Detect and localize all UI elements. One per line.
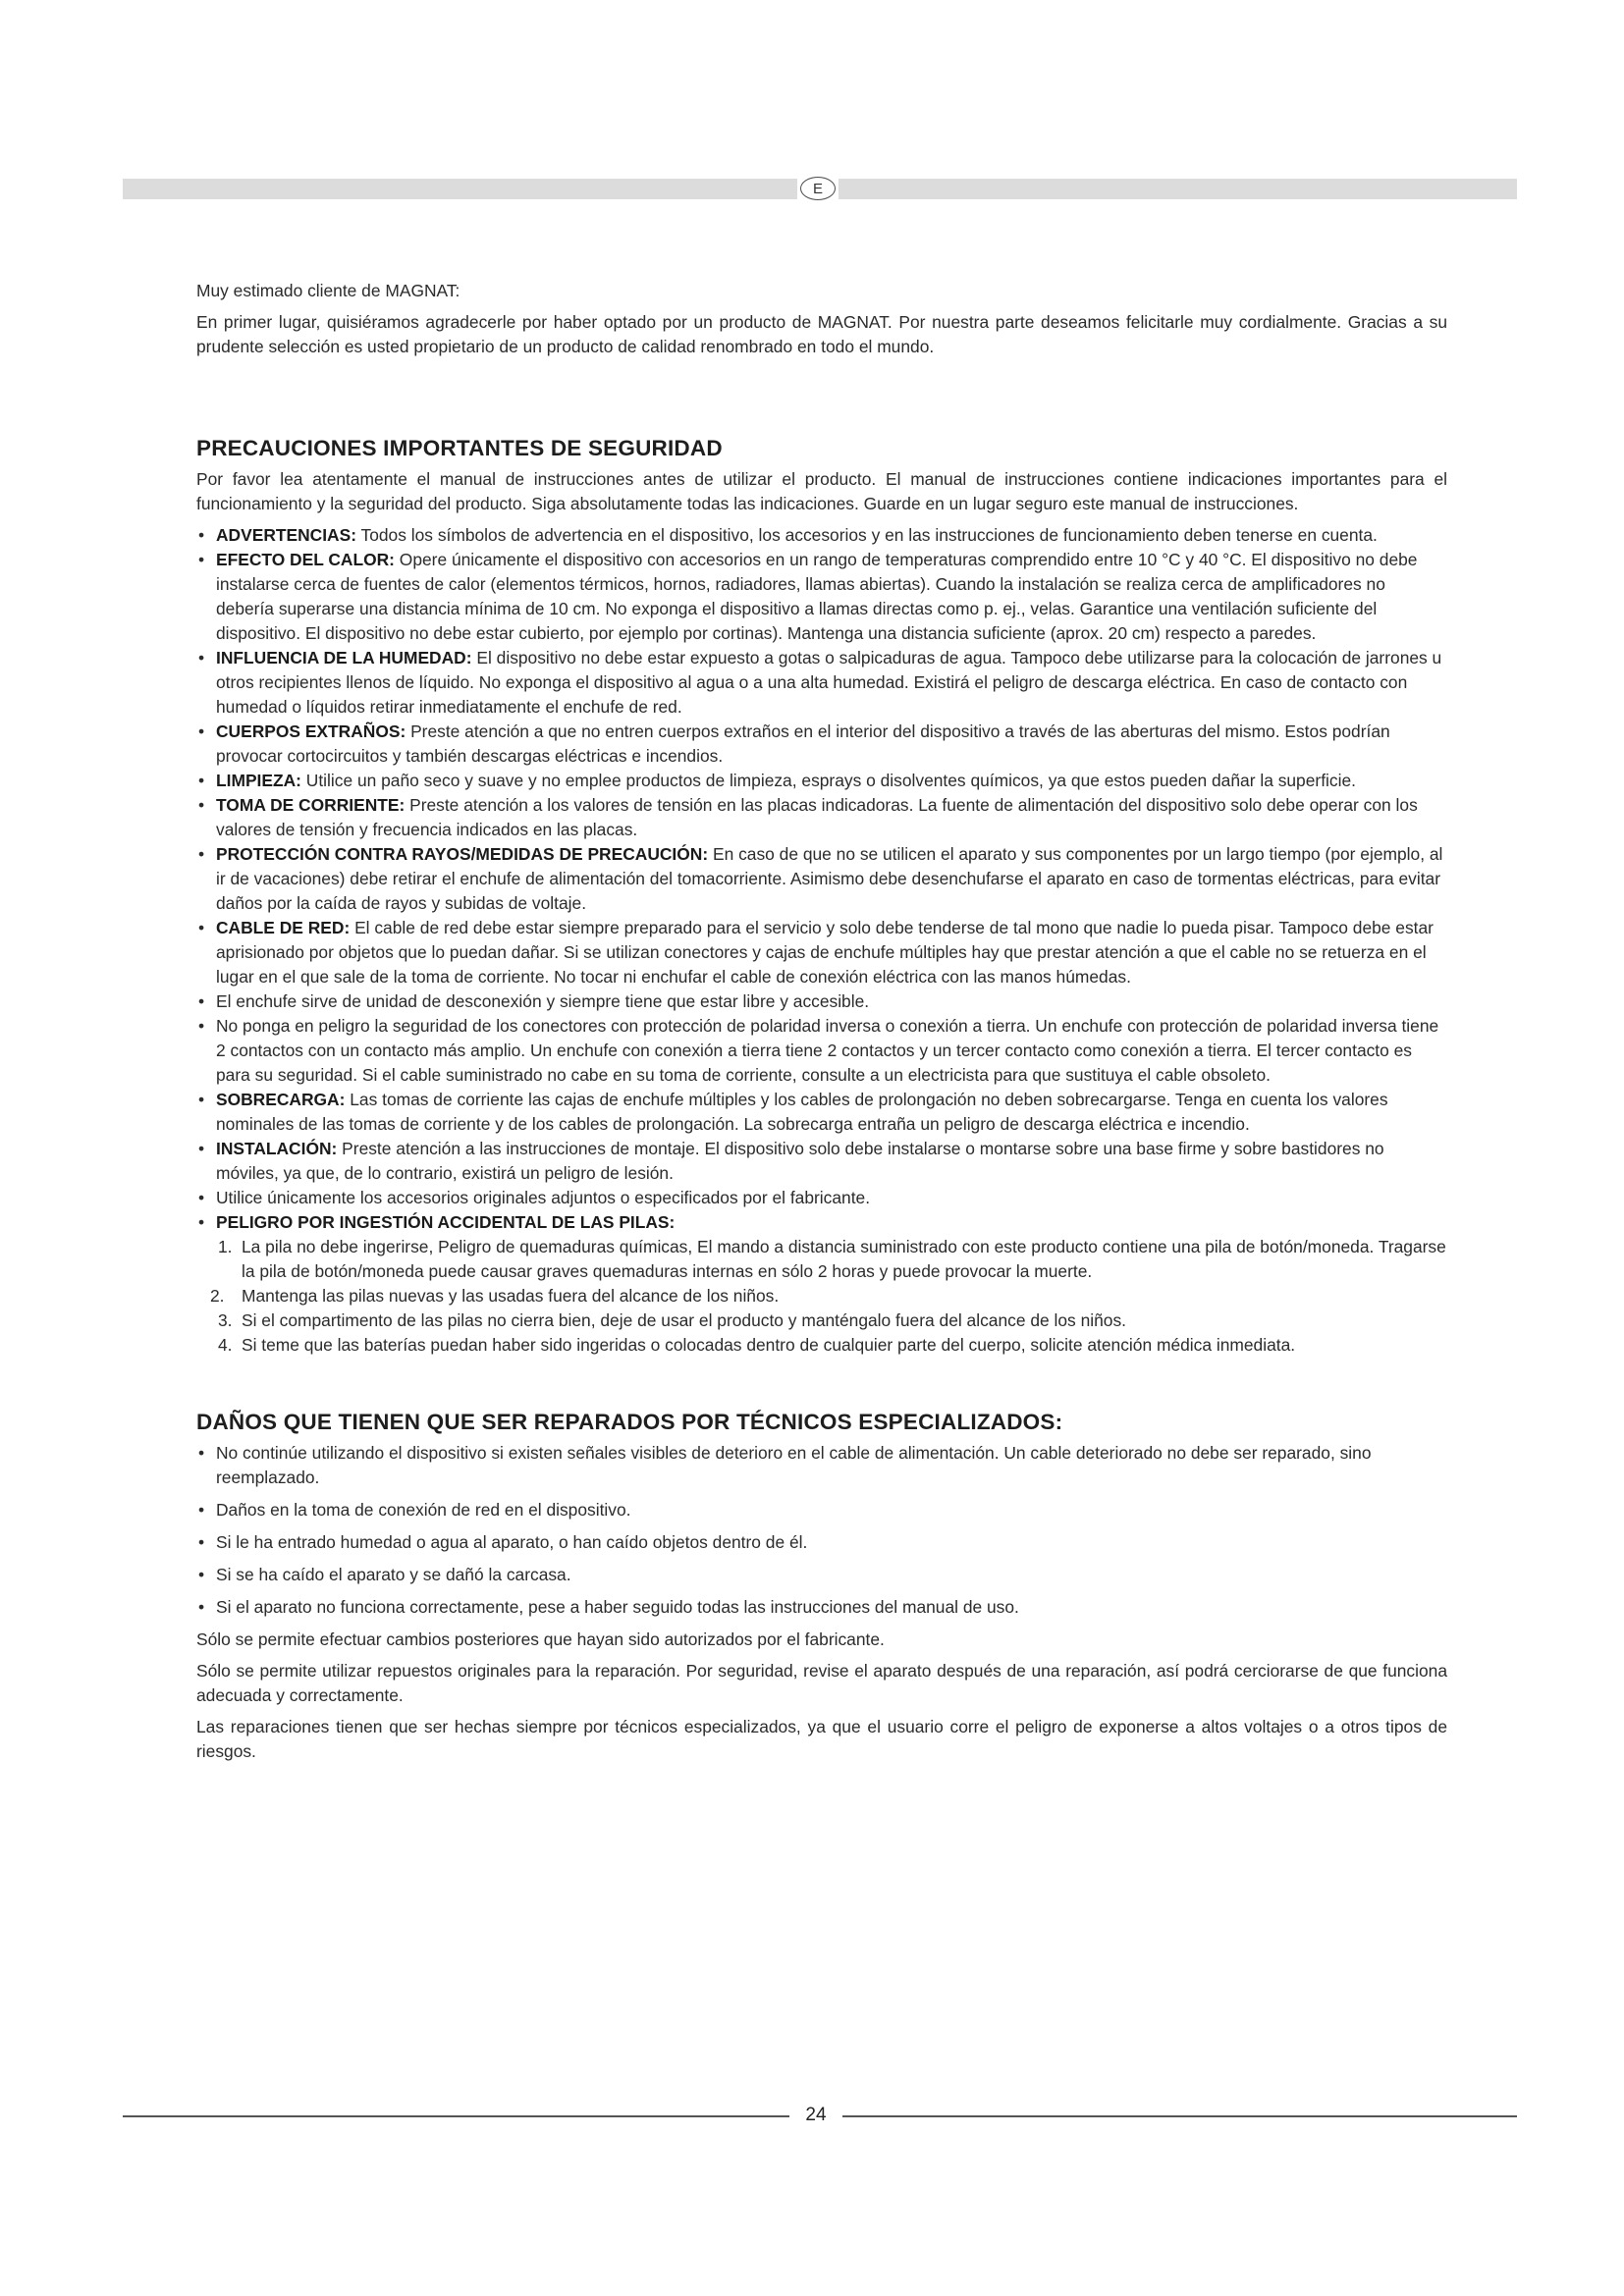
safety-item-label: CABLE DE RED:: [216, 918, 351, 937]
footer-rule-right: [842, 2115, 1517, 2117]
safety-item-text: Utilice únicamente los accesorios originales adjuntos o especificados por el fabricante.: [216, 1188, 871, 1207]
safety-item: [196, 842, 1447, 916]
safety-item: [196, 769, 1447, 793]
safety-intro: Por favor lea atentamente el manual de instrucciones antes de utilizar el producto. El manual de instrucciones contiene indicaciones importantes para el funcionamiento y la seguridad del producto. Siga absolutamente todas las indicaciones. Guarde en un lugar seguro este manual de instrucciones.: [196, 469, 1447, 513]
safety-item-text: Todos los símbolos de advertencia en el dispositivo, los accesorios y en las instrucciones de funcionamiento deben tenerse en cuenta.: [356, 525, 1378, 545]
damage-list: [196, 1441, 1447, 1620]
page-content: [196, 279, 1447, 1771]
safety-item-label: TOMA DE CORRIENTE:: [216, 795, 406, 815]
damage-item: • Si le ha entrado humedad o agua al aparato, o han caído objetos dentro de él.: [196, 1530, 1447, 1555]
safety-item: [196, 989, 1447, 1014]
page-number: 24: [805, 2105, 827, 2125]
damage-item: • Si el aparato no funciona correctamente, pese a haber seguido todas las instrucciones del manual de uso.: [196, 1595, 1447, 1620]
damage-item: • Daños en la toma de conexión de red en el dispositivo.: [196, 1498, 1447, 1522]
battery-item-number: 1.: [218, 1237, 233, 1256]
battery-item-text: La pila no debe ingerirse, Peligro de quemaduras químicas, El mando a distancia suministrado con este producto contiene una pila de botón/moneda. Tragarse la pila de botón/moneda puede causar graves quemaduras internas en sólo 2 horas y puede provocar la muerte.: [242, 1237, 1446, 1281]
safety-item-label: ADVERTENCIAS:: [216, 525, 356, 545]
safety-title: PRECAUCIONES IMPORTANTES DE SEGURIDAD: [196, 436, 723, 460]
safety-item-text: Preste atención a las instrucciones de montaje. El dispositivo solo debe instalarse o montarse sobre una base firme y sobre bastidores no móviles, ya que, de lo contrario, existirá un peligro de lesión.: [216, 1139, 1384, 1183]
damage-paragraph: Las reparaciones tienen que ser hechas siempre por técnicos especializados, ya que el usuario corre el peligro de exponerse a altos voltajes o a otros tipos de riesgos.: [196, 1717, 1447, 1761]
safety-item-text: Opere únicamente el dispositivo con accesorios en un rango de temperaturas comprendido entre 10 °C y 40 °C. El dispositivo no debe instalarse cerca de fuentes de calor (elementos térmicos, hornos, radiadores, llamas abiertas). Cuando la instalación se realiza cerca de amplificadores no debería superarse una distancia mínima de 10 cm. No exponga el dispositivo a llamas directas como p. ej., velas. Garantice una ventilación suficiente del dispositivo. El dispositivo no debe estar cubierto, por ejemplo por cortinas). Mantenga una distancia suficiente (aprox. 20 cm) respecto a paredes.: [216, 550, 1418, 643]
safety-item: [196, 720, 1447, 769]
safety-item-label: INFLUENCIA DE LA HUMEDAD:: [216, 648, 472, 667]
safety-item: [196, 916, 1447, 989]
safety-item: [196, 1210, 1447, 1235]
battery-item-text: Mantenga las pilas nuevas y las usadas fuera del alcance de los niños.: [242, 1286, 780, 1306]
safety-item: [196, 548, 1447, 646]
damage-title: DAÑOS QUE TIENEN QUE SER REPARADOS POR TÉCNICOS ESPECIALIZADOS:: [196, 1410, 1063, 1434]
damage-item: • Si se ha caído el aparato y se dañó la carcasa.: [196, 1563, 1447, 1587]
greeting: Muy estimado cliente de MAGNAT:: [196, 281, 460, 300]
language-badge-label: E: [800, 177, 836, 200]
safety-item-text: Las tomas de corriente las cajas de enchufe múltiples y los cables de prolongación no deben sobrecargarse. Tenga en cuenta los valores nominales de las tomas de corriente y de los cables de prolongación. La sobrecarga entraña un peligro de descarga eléctrica e incendio.: [216, 1090, 1388, 1134]
safety-item-text: El enchufe sirve de unidad de desconexión y siempre tiene que estar libre y accesible.: [216, 991, 870, 1011]
battery-list: [196, 1235, 1447, 1358]
safety-item: [196, 1014, 1447, 1088]
safety-item-label: PELIGRO POR INGESTIÓN ACCIDENTAL DE LAS PILAS:: [216, 1212, 676, 1232]
damage-paragraph: Sólo se permite efectuar cambios posteriores que hayan sido autorizados por el fabricante.: [196, 1629, 885, 1649]
language-badge: [797, 176, 839, 201]
safety-item-text: El dispositivo no debe estar expuesto a gotas o salpicaduras de agua. Tampoco debe utilizarse para la colocación de jarrones u otros recipientes llenos de líquido. No exponga el dispositivo al agua o a una alta humedad. Existirá el peligro de descarga eléctrica. En caso de contacto con humedad o líquidos retirar inmediatamente el enchufe de red.: [216, 648, 1442, 717]
safety-item-text: Preste atención a los valores de tensión en las placas indicadoras. La fuente de alimentación del dispositivo solo debe operar con los valores de tensión y frecuencia indicados en las placas.: [216, 795, 1418, 839]
damage-paragraph: Sólo se permite utilizar repuestos originales para la reparación. Por seguridad, revise el aparato después de una reparación, así podrá cerciorarse de que funciona adecuada y correctamente.: [196, 1661, 1447, 1705]
footer-rule-left: [123, 2115, 789, 2117]
safety-item-label: EFECTO DEL CALOR:: [216, 550, 395, 569]
safety-item-label: INSTALACIÓN:: [216, 1139, 338, 1158]
safety-item-text: El cable de red debe estar siempre preparado para el servicio y solo debe tenderse de tal mono que nadie lo pueda pisar. Tampoco debe estar aprisionado por objetos que lo puedan dañar. Si se utilizan conectores y cajas de enchufe múltiples hay que prestar atención a que el cable no se retuerza en el lugar en el que sale de la toma de corriente. No tocar ni enchufar el cable de conexión eléctrica con las manos húmedas.: [216, 918, 1434, 987]
intro-paragraph: En primer lugar, quisiéramos agradecerle por haber optado por un producto de MAGNAT. Por nuestra parte deseamos felicitarle muy cordialmente. Gracias a su prudente selección es usted propietario de un producto de calidad renombrado en todo el mundo.: [196, 312, 1447, 356]
safety-item: [196, 523, 1447, 548]
safety-item-text: No ponga en peligro la seguridad de los conectores con protección de polaridad inversa o conexión a tierra. Un enchufe con protección de polaridad inversa tiene 2 contactos con un contacto más amplio. Un enchufe con conexión a tierra tiene 2 contactos y un tercer contacto como conexión a tierra. El tercer contacto es para su seguridad. Si el cable suministrado no cabe en su toma de corriente, consulte a un electricista para que sustituya el cable obsoleto.: [216, 1016, 1439, 1085]
battery-item-number: 2.: [210, 1286, 225, 1306]
battery-item: [196, 1333, 1447, 1358]
safety-item: [196, 1088, 1447, 1137]
safety-item-label: PROTECCIÓN CONTRA RAYOS/MEDIDAS DE PRECAUCIÓN:: [216, 844, 709, 864]
safety-item: [196, 793, 1447, 842]
safety-item-text: Utilice un paño seco y suave y no emplee productos de limpieza, esprays o disolventes químicos, ya que estos pueden dañar la superficie.: [300, 771, 1356, 790]
safety-item-label: SOBRECARGA:: [216, 1090, 346, 1109]
battery-item-number: 3.: [218, 1310, 233, 1330]
damage-item: • No continúe utilizando el dispositivo si existen señales visibles de deterioro en el cable de alimentación. Un cable deteriorado no debe ser reparado, sino reemplazado.: [196, 1441, 1447, 1490]
safety-item: [196, 1137, 1447, 1186]
battery-item-number: 4.: [218, 1335, 233, 1355]
battery-item: [196, 1308, 1447, 1333]
safety-item: [196, 646, 1447, 720]
safety-item-label: CUERPOS EXTRAÑOS:: [216, 721, 406, 741]
safety-item: [196, 1186, 1447, 1210]
safety-item-text: Preste atención a que no entren cuerpos extraños en el interior del dispositivo a través de las aberturas del mismo. Estos podrían provocar cortocircuitos y también descargas eléctricas e incendios.: [216, 721, 1390, 766]
battery-item-text: Si teme que las baterías puedan haber sido ingeridas o colocadas dentro de cualquier parte del cuerpo, solicite atención médica inmediata.: [242, 1335, 1296, 1355]
safety-item-text: En caso de que no se utilicen el aparato y sus componentes por un largo tiempo (por ejemplo, al ir de vacaciones) debe retirar el enchufe de alimentación del tomacorriente. Asimismo debe desenchufarse el aparato en caso de tormentas eléctricas, para evitar daños por la caída de rayos y subidas de voltaje.: [216, 844, 1443, 913]
safety-item-label: LIMPIEZA:: [216, 771, 301, 790]
battery-item-text: Si el compartimento de las pilas no cierra bien, deje de usar el producto y manténgalo fuera del alcance de los niños.: [242, 1310, 1126, 1330]
battery-item: [196, 1284, 1447, 1308]
battery-item: [196, 1235, 1447, 1284]
safety-list: [196, 523, 1447, 1235]
